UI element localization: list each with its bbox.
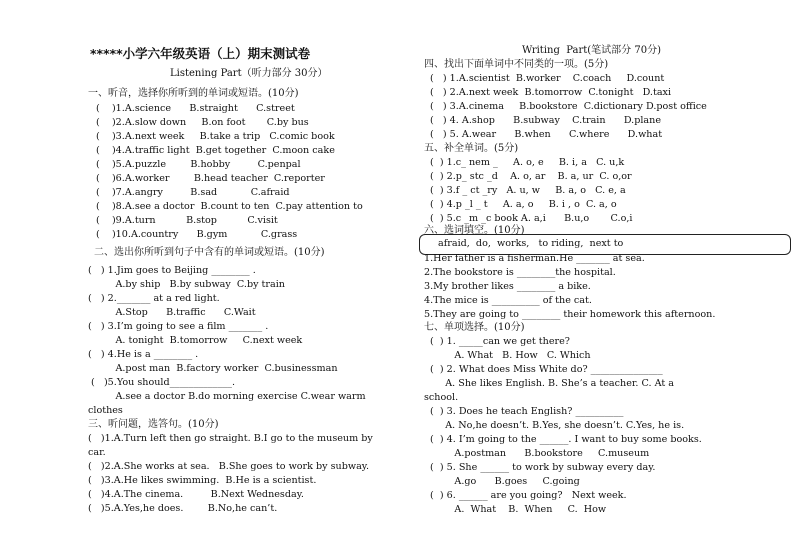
section-3-line: ( )2.A.She works at sea. B.She goes to work by subway.: [88, 461, 369, 472]
section-7-line: ( ) 6. ______ are you going? Next week.: [430, 490, 627, 501]
section-1-item: ( )3.A.next week B.take a trip C.comic book: [96, 131, 335, 142]
word-bank-text: afraid, do, works, to riding, next to: [438, 238, 624, 249]
section-2-line: A.by ship B.by subway C.by train: [88, 279, 285, 290]
section-7-line: A. What B. When C. How: [430, 504, 607, 515]
section-3-line: ( )3.A.He likes swimming. B.He is a scientist.: [88, 475, 317, 486]
section-7-line: A.postman B.bookstore C.museum: [430, 448, 650, 459]
section-6-item: 1.Her father is a fisherman.He _______ at sea.: [424, 253, 645, 264]
section-3-heading: 三、听问题，选答句。(10分): [88, 419, 219, 430]
section-1-item: ( )10.A.country B.gym C.grass: [96, 229, 298, 240]
section-4-item: ( ) 2.A.next week B.tomorrow C.tonight D.taxi: [430, 87, 672, 98]
section-7-line: A.go B.goes C.going: [430, 476, 580, 487]
section-6-heading: 六、选词填空。(10分): [424, 225, 525, 236]
section-1-item: ( )2.A.slow down B.on foot C.by bus: [96, 117, 309, 128]
section-4-heading: 四、找出下面单词中不同类的一项。(5分): [424, 59, 609, 70]
section-2-line: A. tonight B.tomorrow C.next week: [88, 335, 303, 346]
section-1-item: ( )5.A.puzzle B.hobby C.penpal: [96, 159, 301, 170]
section-2-heading: 二、选出你所听到句子中含有的单词或短语。(10分): [94, 247, 325, 258]
section-7-line: ( ) 5. She ______ to work by subway every day.: [430, 462, 656, 473]
section-2-line: ( ) 3.I’m going to see a film _______ .: [88, 321, 269, 332]
section-5-item: ( ) 1.c_ nem _ A. o, e B. i, a C. u,k: [430, 157, 625, 168]
section-7-line: ( ) 3. Does he teach English? __________: [430, 406, 624, 417]
section-6-item: 5.They are going to ________ their homework this afternoon.: [424, 309, 716, 320]
section-1-item: ( )7.A.angry B.sad C.afraid: [96, 187, 290, 198]
section-1-item: ( )8.A.see a doctor B.count to ten C.pay attention to: [96, 201, 363, 212]
section-5-heading: 五、补全单词。(5分): [424, 143, 519, 154]
section-4-item: ( ) 3.A.cinema B.bookstore C.dictionary D.post office: [430, 101, 707, 112]
listening-part-header: Listening Part（听力部分 30分）: [170, 68, 328, 79]
section-2-line: ( ) 4.He is a ________ .: [88, 349, 199, 360]
section-3-line: ( )5.A.Yes,he does. B.No,he can’t.: [88, 503, 278, 514]
section-7-line: ( ) 2. What does Miss White do? _______________: [430, 364, 663, 375]
section-7-line: ( ) 1. _____can we get there?: [430, 336, 570, 347]
writing-part-header: Writing Part(笔试部分 70分): [522, 45, 661, 56]
section-1-heading: 一、听音，选择你所听到的单词或短语。(10分): [88, 88, 299, 99]
section-6-item: 4.The mice is __________ of the cat.: [424, 295, 592, 306]
section-6-item: 2.The bookstore is ________the hospital.: [424, 267, 616, 278]
section-1-item: ( )9.A.turn B.stop C.visit: [96, 215, 278, 226]
section-5-item: ( ) 5.c _m _c book A. a,i B.u,o C.o,i: [430, 213, 633, 224]
section-2-line: ( ) 2._______ at a red light.: [88, 293, 220, 304]
section-4-item: ( ) 4. A.shop B.subway C.train D.plane: [430, 115, 662, 126]
section-7-line: A. No,he doesn’t. B.Yes, she doesn’t. C.Yes, he is.: [430, 420, 685, 431]
section-2-line: A.Stop B.traffic C.Wait: [88, 307, 256, 318]
section-6-item: 3.My brother likes ________ a bike.: [424, 281, 591, 292]
exam-title: *****小学六年级英语（上）期末测试卷: [90, 46, 311, 61]
section-2-line: ( )5.You should_____________.: [88, 377, 236, 388]
section-1-item: ( )4.A.traffic light B.get together C.moon cake: [96, 145, 335, 156]
section-5-item: ( ) 4.p _l _ t A. a, o B. i , o C. a, o: [430, 199, 617, 210]
section-2-line: clothes: [88, 405, 123, 416]
section-4-item: ( ) 5. A.wear B.when C.where D.what: [430, 129, 663, 140]
section-7-line: school.: [424, 392, 459, 403]
section-1-item: ( )1.A.science B.straight C.street: [96, 103, 295, 114]
section-7-line: A. She likes English. B. She’s a teacher. C. At a: [430, 378, 674, 389]
section-7-heading: 七、单项选择。(10分): [424, 322, 525, 333]
section-3-line: ( )1.A.Turn left then go straight. B.I go to the museum by: [88, 433, 373, 444]
section-7-line: A. What B. How C. Which: [430, 350, 591, 361]
section-2-line: A.see a doctor B.do morning exercise C.wear warm: [88, 391, 366, 402]
section-2-line: A.post man B.factory worker C.businessman: [88, 363, 338, 374]
section-3-line: car.: [88, 447, 106, 458]
section-1-item: ( )6.A.worker B.head teacher C.reporter: [96, 173, 325, 184]
section-5-item: ( ) 2.p_ stc _d A. o, ar B. a, ur C. o,or: [430, 171, 632, 182]
section-7-line: ( ) 4. I’m going to the ______. I want to buy some books.: [430, 434, 702, 445]
section-3-line: ( )4.A.The cinema. B.Next Wednesday.: [88, 489, 304, 500]
section-2-line: ( ) 1.Jim goes to Beijing ________ .: [88, 265, 256, 276]
section-5-item: ( ) 3.f _ ct _ry A. u, w B. a, o C. e, a: [430, 185, 626, 196]
section-4-item: ( ) 1.A.scientist B.worker C.coach D.count: [430, 73, 665, 84]
